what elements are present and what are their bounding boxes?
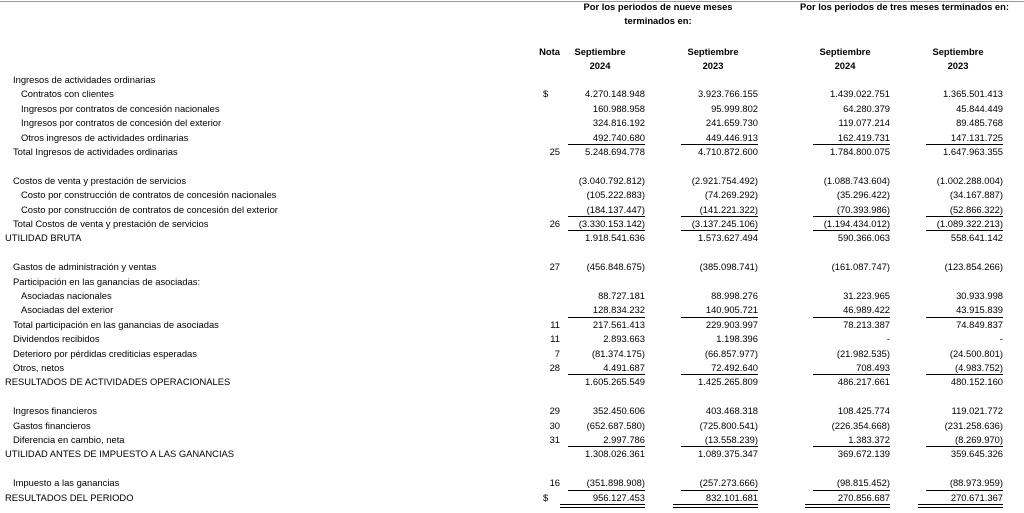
row-label: Contratos con clientes xyxy=(21,88,114,100)
row-value-col1: 4.270.148.948 xyxy=(585,88,645,100)
row-nota: 27 xyxy=(549,261,560,273)
row-value-col2: (2.921.754.492) xyxy=(691,174,758,186)
row-value-col2: 3.923.766.155 xyxy=(698,88,758,100)
row-value-col4: 270.671.367 xyxy=(950,491,1003,503)
row-value-col4: (1.089.322.213) xyxy=(936,218,1003,229)
row-value-col4: 74.849.837 xyxy=(956,318,1003,330)
row-value-col2: (13.558.239) xyxy=(704,434,758,445)
col-header-4-month: Septiembre xyxy=(932,46,984,57)
table-row xyxy=(0,491,1024,505)
row-value-col2: 449.446.913 xyxy=(705,131,758,143)
row-value-col4: 43.915.839 xyxy=(956,304,1003,316)
row-value-col4: (24.500.801) xyxy=(949,347,1003,359)
row-label: Asociadas nacionales xyxy=(21,290,112,301)
table-row xyxy=(0,289,1024,303)
table-row xyxy=(0,303,1024,317)
row-label: Gastos de administración y ventas xyxy=(13,261,157,273)
header-three-months: Por los periodos de tres meses terminados en: xyxy=(800,1,1009,12)
row-value-col1: 1.605.265.549 xyxy=(585,376,645,388)
table-row xyxy=(0,404,1024,418)
row-value-col4: (4.983.752) xyxy=(955,362,1003,373)
row-nota: 11 xyxy=(550,318,560,330)
row-label: RESULTADOS DEL PERIODO xyxy=(5,491,134,503)
table-row xyxy=(0,390,1024,404)
row-label: Deterioro por pérdidas crediticias esperadas xyxy=(13,347,197,359)
row-value-col1: 1.918.541.636 xyxy=(585,232,645,244)
row-value-col1: 160.988.958 xyxy=(592,102,645,114)
row-value-col1: (456.848.675) xyxy=(586,261,645,273)
table-row xyxy=(0,476,1024,490)
table-row xyxy=(0,188,1024,202)
col-header-3 xyxy=(790,45,900,73)
row-value-col3: 64.280.379 xyxy=(843,102,890,114)
row-label: Costos de venta y prestación de servicios xyxy=(13,174,187,186)
row-value-col3: (1.088.743.604) xyxy=(823,174,890,186)
row-value-col3: (161.087.747) xyxy=(831,261,890,273)
row-value-col1: 88.727.181 xyxy=(598,290,645,301)
table-row xyxy=(0,275,1024,289)
total-double-underline xyxy=(918,504,1003,508)
row-value-col4: 30.933.998 xyxy=(956,290,1003,301)
row-value-col3: 708.493 xyxy=(856,362,890,373)
table-row xyxy=(0,375,1024,389)
row-value-col1: 956.127.453 xyxy=(592,491,645,503)
row-value-col4: (231.258.636) xyxy=(944,419,1003,431)
table-row xyxy=(0,217,1024,231)
row-value-col3: 590.366.063 xyxy=(837,232,890,244)
row-value-col2: 72.492.640 xyxy=(711,362,758,373)
row-value-col3: 119.077.214 xyxy=(838,117,890,129)
row-value-col1: 352.450.606 xyxy=(592,405,645,417)
row-label: Impuesto a las ganancias xyxy=(13,477,120,489)
row-value-col2: 140.905.721 xyxy=(705,304,758,316)
row-label: Total participación en las ganancias de asociadas xyxy=(13,318,219,330)
row-value-col2: 403.468.318 xyxy=(705,405,758,417)
col-header-1-month: Septiembre xyxy=(574,46,626,57)
row-value-col2: 241.659.730 xyxy=(705,117,758,129)
table-row xyxy=(0,203,1024,217)
row-value-col2: (3.137.245.106) xyxy=(691,218,758,229)
col-header-2-year: 2023 xyxy=(702,60,724,71)
row-value-col1: 5.248.694.778 xyxy=(585,146,645,157)
row-nota: 30 xyxy=(549,419,560,431)
row-value-col4: 359.645.326 xyxy=(950,448,1003,460)
row-value-col1: (105.222.883) xyxy=(586,189,645,201)
table-row xyxy=(0,131,1024,145)
row-nota: 31 xyxy=(549,434,560,445)
row-value-col2: 1.573.627.494 xyxy=(698,232,758,244)
row-value-col1: 1.308.026.361 xyxy=(585,448,645,460)
row-value-col2: (66.857.977) xyxy=(704,347,758,359)
row-label: Ingresos por contratos de concesión del exterior xyxy=(21,117,222,129)
table-row xyxy=(0,145,1024,159)
row-label: Participación en las ganancias de asociadas: xyxy=(13,275,201,287)
row-value-col3: 270.856.687 xyxy=(837,491,890,503)
row-value-col1: (81.374.175) xyxy=(591,347,645,359)
row-nota: 25 xyxy=(549,146,560,157)
col-header-3-year: 2024 xyxy=(834,60,856,71)
table-row xyxy=(0,231,1024,245)
row-value-col1: (184.137.447) xyxy=(586,203,645,215)
row-label: Gastos financieros xyxy=(13,419,91,431)
row-value-col1: 4.491.687 xyxy=(603,362,645,373)
row-value-col2: (141.221.322) xyxy=(699,203,758,215)
table-row xyxy=(0,447,1024,461)
row-value-col3: 108.425.774 xyxy=(837,405,890,417)
row-value-col1: 324.816.192 xyxy=(592,117,645,129)
row-value-col4: (34.167.887) xyxy=(949,189,1003,201)
row-value-col4: 1.647.963.355 xyxy=(943,146,1003,157)
row-nota: 7 xyxy=(554,347,560,359)
row-value-col1: 2.893.663 xyxy=(603,333,645,345)
row-value-col3: - xyxy=(886,333,890,345)
row-value-col2: 1.089.375.347 xyxy=(698,448,758,460)
row-label: Dividendos recibidos xyxy=(13,333,100,345)
currency-symbol: $ xyxy=(543,491,549,503)
row-value-col4: (1.002.288.004) xyxy=(936,174,1003,186)
row-value-col2: (725.800.541) xyxy=(699,419,758,431)
row-value-col1: (3.040.792.812) xyxy=(578,174,645,186)
table-row xyxy=(0,462,1024,476)
row-value-col2: 95.999.802 xyxy=(711,102,758,114)
row-value-col4: (123.854.266) xyxy=(944,261,1003,273)
table-row xyxy=(0,361,1024,375)
table-row xyxy=(0,73,1024,87)
table-row xyxy=(0,87,1024,101)
total-double-underline xyxy=(805,504,890,508)
row-value-col1: 217.561.413 xyxy=(592,318,645,330)
row-value-col4: 480.152.160 xyxy=(950,376,1003,388)
row-value-col4: 558.641.142 xyxy=(950,232,1003,244)
table-row xyxy=(0,433,1024,447)
table-row xyxy=(0,159,1024,173)
row-label: Otros ingresos de actividades ordinarias xyxy=(21,131,189,143)
row-value-col4: 119.021.772 xyxy=(951,405,1003,417)
row-value-col3: 369.672.139 xyxy=(837,448,890,460)
row-value-col3: (35.296.422) xyxy=(836,189,890,201)
row-nota: 11 xyxy=(550,333,560,345)
row-value-col2: (385.098.741) xyxy=(699,261,758,273)
table-row xyxy=(0,246,1024,260)
row-value-col3: 31.223.965 xyxy=(843,290,890,301)
row-value-col1: (3.330.153.142) xyxy=(578,218,645,229)
row-value-col2: 832.101.681 xyxy=(705,491,758,503)
table-row xyxy=(0,332,1024,346)
row-value-col3: 162.419.731 xyxy=(837,131,890,143)
row-value-col3: 486.217.661 xyxy=(837,376,890,388)
row-value-col4: (8.269.970) xyxy=(955,434,1003,445)
row-label: Otros, netos xyxy=(13,362,65,373)
row-value-col3: (70.393.986) xyxy=(836,203,890,215)
col-header-2-month: Septiembre xyxy=(687,46,739,57)
row-value-col1: (351.898.908) xyxy=(586,477,645,489)
row-value-col3: 1.383.372 xyxy=(848,434,890,445)
row-value-col1: 492.740.680 xyxy=(592,131,645,143)
table-row xyxy=(0,260,1024,274)
table-row xyxy=(0,347,1024,361)
row-value-col2: 4.710.872.600 xyxy=(698,146,758,157)
row-nota: 28 xyxy=(549,362,560,373)
row-value-col3: 1.439.022.751 xyxy=(830,88,890,100)
row-value-col2: 88.998.276 xyxy=(711,290,758,301)
row-nota: 29 xyxy=(549,405,560,417)
row-label: Asociadas del exterior xyxy=(21,304,114,316)
row-value-col1: (652.687.580) xyxy=(586,419,645,431)
row-label: Costo por construcción de contratos de concesión del exterior xyxy=(21,203,278,215)
row-label: Costo por construcción de contratos de concesión nacionales xyxy=(21,189,277,201)
row-nota: 26 xyxy=(549,218,560,229)
row-label: Ingresos por contratos de concesión nacionales xyxy=(21,102,220,114)
row-label: RESULTADOS DE ACTIVIDADES OPERACIONALES xyxy=(5,376,231,388)
table-row xyxy=(0,116,1024,130)
row-value-col4: 1.365.501.413 xyxy=(943,88,1003,100)
col-header-1 xyxy=(545,45,655,73)
row-value-col3: 78.213.387 xyxy=(843,318,890,330)
row-value-col2: 229.903.997 xyxy=(705,318,758,330)
total-double-underline xyxy=(673,504,758,508)
row-label: UTILIDAD ANTES DE IMPUESTO A LAS GANANCIAS xyxy=(5,448,235,460)
row-label: Diferencia en cambio, neta xyxy=(13,434,125,445)
table-row xyxy=(0,174,1024,188)
row-value-col3: (98.815.452) xyxy=(836,477,890,489)
nota-header: Nota xyxy=(539,46,560,57)
row-value-col1: 2.997.786 xyxy=(603,434,645,445)
header-nine-months: Por los periodos de nueve meses terminados en: xyxy=(583,1,733,26)
row-value-col3: 46.989.422 xyxy=(843,304,890,316)
row-label: Total Costos de venta y prestación de servicios xyxy=(13,218,209,229)
row-label: UTILIDAD BRUTA xyxy=(5,232,82,244)
row-label: Ingresos de actividades ordinarias xyxy=(13,74,156,85)
row-value-col3: (226.354.668) xyxy=(831,419,890,431)
row-value-col4: (52.866.322) xyxy=(949,203,1003,215)
row-value-col2: 1.425.265.809 xyxy=(698,376,758,388)
table-row xyxy=(0,318,1024,332)
col-header-4 xyxy=(903,45,1013,73)
row-value-col4: (88.973.959) xyxy=(949,477,1003,489)
col-header-3-month: Septiembre xyxy=(819,46,871,57)
row-value-col4: 45.844.449 xyxy=(956,102,1003,114)
total-double-underline xyxy=(560,504,645,508)
row-value-col4: - xyxy=(999,333,1003,345)
row-value-col4: 147.131.725 xyxy=(950,131,1003,143)
row-value-col2: (74.269.292) xyxy=(704,189,758,201)
row-value-col3: (21.982.535) xyxy=(836,347,890,359)
col-header-1-year: 2024 xyxy=(589,60,611,71)
row-value-col4: 89.485.768 xyxy=(956,117,1003,129)
col-header-2 xyxy=(658,45,768,73)
row-label: Ingresos financieros xyxy=(13,405,97,417)
row-label: Total Ingresos de actividades ordinarias xyxy=(13,146,178,157)
row-value-col2: 1.198.396 xyxy=(716,333,758,345)
row-value-col1: 128.834.232 xyxy=(592,304,645,316)
row-value-col2: (257.273.666) xyxy=(699,477,758,489)
table-row xyxy=(0,419,1024,433)
row-value-col3: 1.784.800.075 xyxy=(830,146,890,157)
currency-symbol: $ xyxy=(543,88,549,100)
row-nota: 16 xyxy=(549,477,560,489)
col-header-4-year: 2023 xyxy=(947,60,969,71)
row-value-col3: (1.194.434.012) xyxy=(823,218,890,229)
table-row xyxy=(0,102,1024,116)
